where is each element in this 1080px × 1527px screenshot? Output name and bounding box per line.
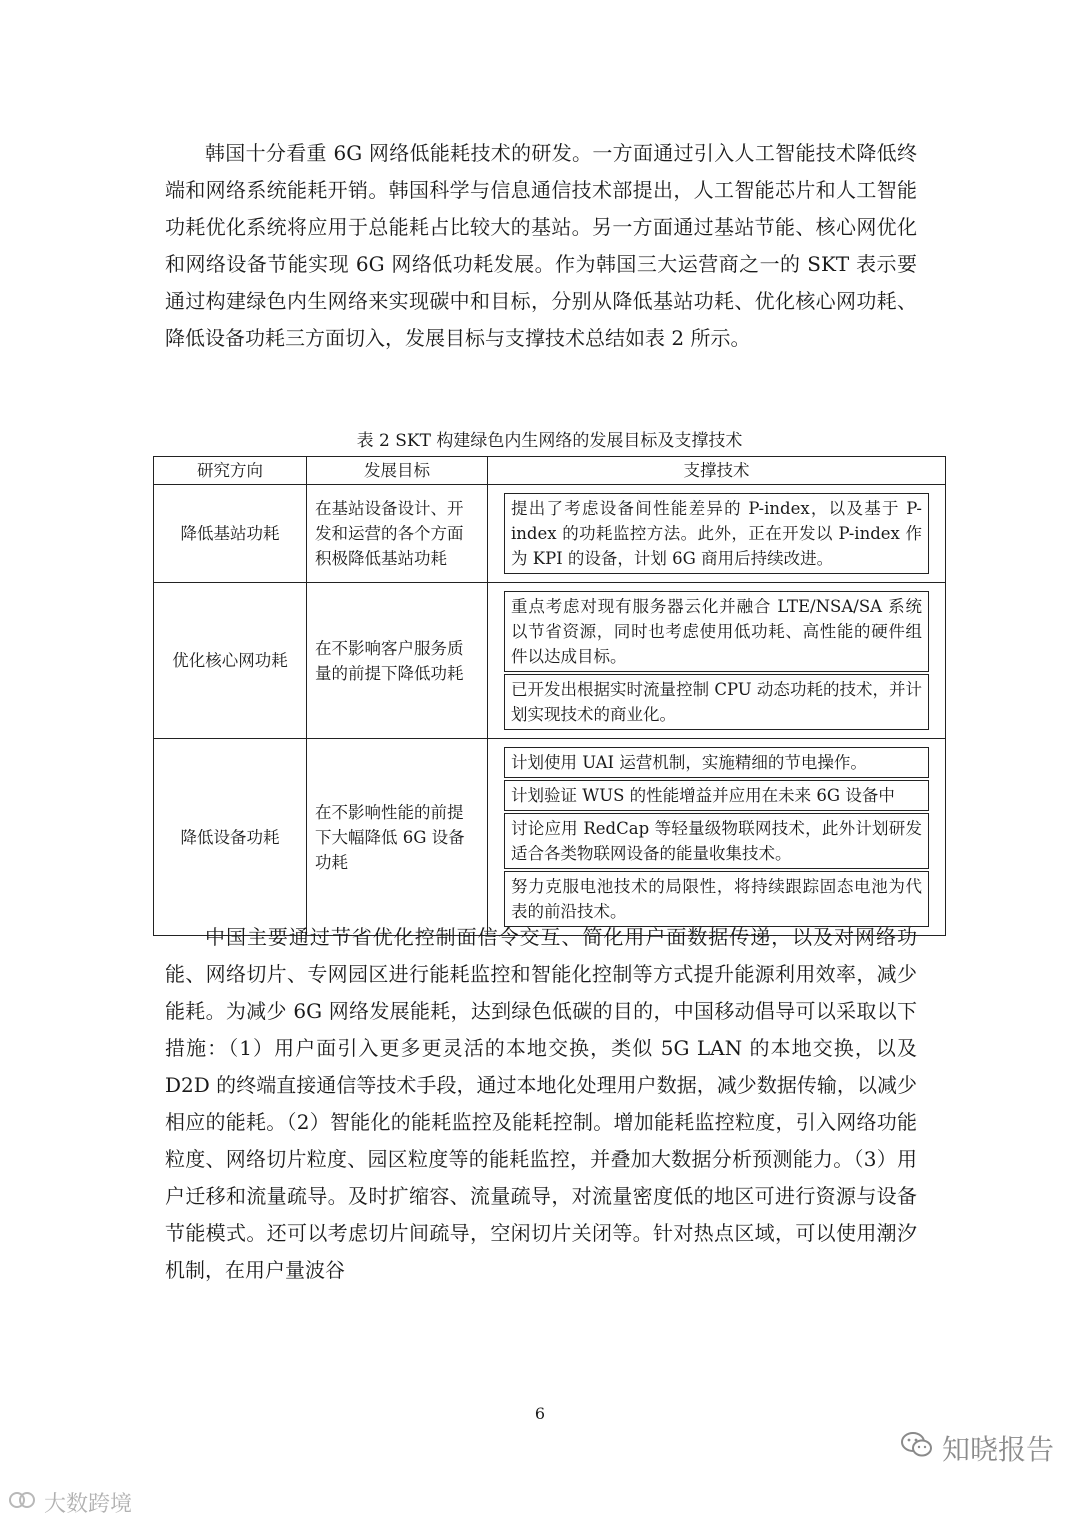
table-row: [154, 739, 946, 936]
tech-item: 计划使用 UAI 运营机制，实施精细的节电操作。: [504, 747, 929, 778]
skt-table: [153, 456, 946, 936]
table-caption: 表 2 SKT 构建绿色内生网络的发展目标及支撑技术: [356, 431, 743, 451]
tech-item: 提出了考虑设备间性能差异的 P-index，以及基于 P-index 的功耗监控方法。此外，正在开发以 P-index 作为 KPI 的设备，计划 6G 商用后持续改进。: [504, 493, 929, 574]
direction-cell: 降低设备功耗: [154, 739, 307, 936]
tech-item: 重点考虑对现有服务器云化并融合 LTE/NSA/SA 系统以节省资源，同时也考虑使用低功耗、高性能的硬件组件以达成目标。: [504, 591, 929, 672]
watermark-left: [8, 1487, 132, 1518]
tech-cell: [488, 739, 946, 936]
table-header-row: [154, 457, 946, 485]
table-row: [154, 485, 946, 583]
page-number: 6: [534, 1404, 546, 1423]
paragraph-china: 中国主要通过节省优化控制面信令交互、简化用户面数据传递，以及对网络功能、网络切片、专网园区进行能耗监控和智能化控制等方式提升能源利用效率，减少能耗。为减少 6G 网络发展能耗，达到绿色低碳的目的，中国移动倡导可以采取以下措施：（1）用户面引入更多更灵活的本地交换，类似 5G LAN 的本地交换，以及 D2D 的终端直接通信等技术手段，通过本地化处理用户数据，减少数据传输，以减少相应的能耗。（2）智能化的能耗监控及能耗控制。增加能耗监控粒度，引入网络功能粒度、网络切片粒度、园区粒度等的能耗监控，并叠加大数据分析预测能力。（3）用户迁移和流量疏导。及时扩缩容、流量疏导，对流量密度低的地区可进行资源与设备节能模式。还可以考虑切片间疏导，空闲切片关闭等。针对热点区域，可以使用潮汐机制，在用户量波谷: [165, 925, 917, 1282]
header-goal: 发展目标: [307, 457, 488, 485]
tech-item: 讨论应用 RedCap 等轻量级物联网技术，此外计划研发适合各类物联网设备的能量收集技术。: [504, 813, 929, 869]
table-row: [154, 583, 946, 739]
watermark-left-text: 大数跨境: [44, 1492, 133, 1517]
tech-item: 努力克服电池技术的局限性，将持续跟踪固态电池为代表的前沿技术。: [504, 871, 929, 927]
direction-cell: 降低基站功耗: [154, 485, 307, 583]
brand-logo-icon: [8, 1488, 38, 1518]
tech-item: 已开发出根据实时流量控制 CPU 动态功耗的技术，并计划实现技术的商业化。: [504, 674, 929, 730]
goal-cell: 在基站设备设计、开发和运营的各个方面积极降低基站功耗: [307, 485, 488, 583]
header-direction: 研究方向: [154, 457, 307, 485]
tech-item: 计划验证 WUS 的性能增益并应用在未来 6G 设备中: [504, 780, 929, 811]
header-tech: 支撑技术: [488, 457, 946, 485]
goal-cell: 在不影响客户服务质量的前提下降低功耗: [307, 583, 488, 739]
wechat-icon: [900, 1430, 934, 1467]
goal-cell: 在不影响性能的前提下大幅降低 6G 设备功耗: [307, 739, 488, 936]
watermark-right-text: 知晓报告: [941, 1433, 1054, 1466]
watermark-right: [900, 1428, 1054, 1468]
tech-cell: [488, 583, 946, 739]
direction-cell: 优化核心网功耗: [154, 583, 307, 739]
paragraph-korea: 韩国十分看重 6G 网络低能耗技术的研发。一方面通过引入人工智能技术降低终端和网络系统能耗开销。韩国科学与信息通信技术部提出，人工智能芯片和人工智能功耗优化系统将应用于总能耗占比较大的基站。另一方面通过基站节能、核心网优化和网络设备节能实现 6G 网络低功耗发展。作为韩国三大运营商之一的 SKT 表示要通过构建绿色内生网络来实现碳中和目标，分别从降低基站功耗、优化核心网功耗、降低设备功耗三方面切入，发展目标与支撑技术总结如表 2 所示。: [165, 141, 917, 350]
tech-cell: [488, 485, 946, 583]
